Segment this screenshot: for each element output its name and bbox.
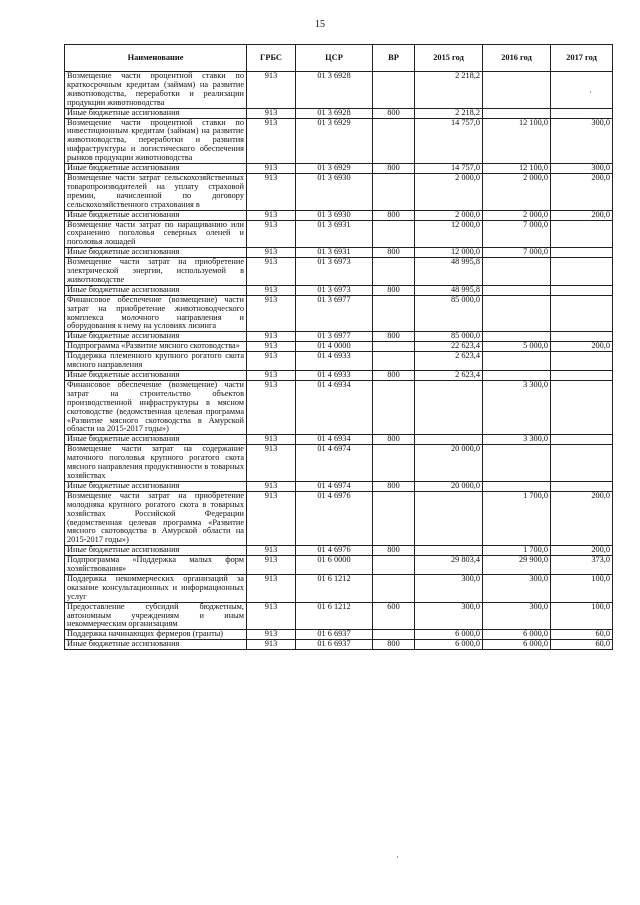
cell-csr: 01 4 6974 bbox=[296, 445, 373, 482]
cell-2017: 300,0 bbox=[551, 118, 613, 164]
table-row bbox=[65, 602, 613, 630]
header-grbs: ГРБС bbox=[247, 45, 296, 72]
cell-grbs: 913 bbox=[247, 295, 296, 332]
cell-2016: 2 000,0 bbox=[483, 210, 551, 220]
header-csr: ЦСР bbox=[296, 45, 373, 72]
table-row bbox=[65, 445, 613, 482]
cell-vr: 800 bbox=[373, 210, 415, 220]
stray-mark: · bbox=[589, 87, 592, 97]
cell-name: Иные бюджетные ассигнования bbox=[65, 371, 247, 381]
cell-csr: 01 3 6977 bbox=[296, 295, 373, 332]
cell-2016 bbox=[483, 445, 551, 482]
cell-csr: 01 3 6928 bbox=[296, 108, 373, 118]
cell-2016: 1 700,0 bbox=[483, 491, 551, 545]
cell-vr bbox=[373, 556, 415, 575]
cell-grbs: 913 bbox=[247, 371, 296, 381]
cell-csr: 01 3 6973 bbox=[296, 258, 373, 286]
cell-csr: 01 3 6929 bbox=[296, 118, 373, 164]
cell-grbs: 913 bbox=[247, 332, 296, 342]
cell-vr: 800 bbox=[373, 481, 415, 491]
cell-vr bbox=[373, 352, 415, 371]
cell-2015: 20 000,0 bbox=[415, 481, 483, 491]
cell-csr: 01 6 6937 bbox=[296, 630, 373, 640]
cell-2015: 14 757,0 bbox=[415, 118, 483, 164]
cell-csr: 01 4 6934 bbox=[296, 380, 373, 434]
cell-vr: 800 bbox=[373, 285, 415, 295]
table-body bbox=[65, 72, 613, 650]
cell-2017 bbox=[551, 371, 613, 381]
cell-2017 bbox=[551, 445, 613, 482]
cell-2016: 6 000,0 bbox=[483, 630, 551, 640]
cell-2017 bbox=[551, 295, 613, 332]
cell-2015: 48 995,8 bbox=[415, 258, 483, 286]
cell-grbs: 913 bbox=[247, 640, 296, 650]
cell-2015: 22 623,4 bbox=[415, 342, 483, 352]
cell-grbs: 913 bbox=[247, 380, 296, 434]
cell-csr: 01 4 6974 bbox=[296, 481, 373, 491]
cell-csr: 01 6 1212 bbox=[296, 574, 373, 602]
cell-2016 bbox=[483, 481, 551, 491]
cell-grbs: 913 bbox=[247, 210, 296, 220]
table-header-row bbox=[65, 45, 613, 72]
cell-2017: 200,0 bbox=[551, 491, 613, 545]
table-row bbox=[65, 371, 613, 381]
cell-2016 bbox=[483, 72, 551, 109]
cell-2015: 2 218,2 bbox=[415, 72, 483, 109]
cell-vr: 800 bbox=[373, 248, 415, 258]
header-2016: 2016 год bbox=[483, 45, 551, 72]
cell-2017 bbox=[551, 108, 613, 118]
cell-grbs: 913 bbox=[247, 481, 296, 491]
cell-grbs: 913 bbox=[247, 258, 296, 286]
cell-2016: 3 300,0 bbox=[483, 435, 551, 445]
table-row bbox=[65, 481, 613, 491]
cell-vr: 800 bbox=[373, 435, 415, 445]
cell-2017 bbox=[551, 352, 613, 371]
cell-2017 bbox=[551, 380, 613, 434]
cell-2017: 100,0 bbox=[551, 574, 613, 602]
cell-2016 bbox=[483, 371, 551, 381]
cell-name: Поддержка начинающих фермеров (гранты) bbox=[65, 630, 247, 640]
cell-grbs: 913 bbox=[247, 556, 296, 575]
cell-2017: 60,0 bbox=[551, 640, 613, 650]
cell-grbs: 913 bbox=[247, 352, 296, 371]
cell-grbs: 913 bbox=[247, 574, 296, 602]
cell-csr: 01 4 0000 bbox=[296, 342, 373, 352]
cell-2017: 60,0 bbox=[551, 630, 613, 640]
cell-vr bbox=[373, 574, 415, 602]
cell-2017 bbox=[551, 258, 613, 286]
cell-2017: 373,0 bbox=[551, 556, 613, 575]
table-row bbox=[65, 164, 613, 174]
cell-2016: 300,0 bbox=[483, 602, 551, 630]
cell-2016 bbox=[483, 352, 551, 371]
cell-vr bbox=[373, 295, 415, 332]
cell-csr: 01 3 6929 bbox=[296, 164, 373, 174]
table-row bbox=[65, 210, 613, 220]
cell-2016 bbox=[483, 285, 551, 295]
cell-2015: 6 000,0 bbox=[415, 640, 483, 650]
cell-name: Возмещение части затрат сельскохозяйственных товаропроизводителей на уплату страховой премии, начисленной по договору сельскохозяйственного страхования в bbox=[65, 173, 247, 210]
cell-2016: 1 700,0 bbox=[483, 546, 551, 556]
cell-2017 bbox=[551, 435, 613, 445]
table-row bbox=[65, 342, 613, 352]
table-row bbox=[65, 248, 613, 258]
cell-2016: 3 300,0 bbox=[483, 380, 551, 434]
cell-name: Возмещение части затрат на приобретение электрической энергии, используемой в животноводстве bbox=[65, 258, 247, 286]
cell-2015: 14 757,0 bbox=[415, 164, 483, 174]
cell-2015: 2 623,4 bbox=[415, 352, 483, 371]
cell-grbs: 913 bbox=[247, 72, 296, 109]
cell-2016 bbox=[483, 258, 551, 286]
cell-name: Подпрограмма «Поддержка малых форм хозяйствования» bbox=[65, 556, 247, 575]
cell-csr: 01 6 6937 bbox=[296, 640, 373, 650]
table-row bbox=[65, 491, 613, 545]
cell-name: Иные бюджетные ассигнования bbox=[65, 640, 247, 650]
cell-grbs: 913 bbox=[247, 546, 296, 556]
cell-grbs: 913 bbox=[247, 602, 296, 630]
cell-name: Поддержка некоммерческих организаций за оказание консультационных и информационных услуг bbox=[65, 574, 247, 602]
cell-grbs: 913 bbox=[247, 630, 296, 640]
table-row bbox=[65, 332, 613, 342]
cell-2015: 2 000,0 bbox=[415, 210, 483, 220]
cell-csr: 01 4 6933 bbox=[296, 352, 373, 371]
cell-2015 bbox=[415, 546, 483, 556]
cell-name: Финансовое обеспечение (возмещение) части затрат на приобретение животноводческого комплекса молочного направления и оборудования к нему на условиях лизинга bbox=[65, 295, 247, 332]
budget-table bbox=[64, 44, 613, 650]
cell-2016: 29 900,0 bbox=[483, 556, 551, 575]
cell-csr: 01 3 6931 bbox=[296, 220, 373, 248]
cell-2017 bbox=[551, 285, 613, 295]
header-vr: ВР bbox=[373, 45, 415, 72]
cell-2015 bbox=[415, 491, 483, 545]
cell-vr bbox=[373, 380, 415, 434]
table-row bbox=[65, 220, 613, 248]
cell-csr: 01 3 6973 bbox=[296, 285, 373, 295]
cell-csr: 01 4 6933 bbox=[296, 371, 373, 381]
cell-2015: 20 000,0 bbox=[415, 445, 483, 482]
table-row bbox=[65, 630, 613, 640]
page-number: 15 bbox=[315, 19, 325, 30]
cell-name: Возмещение части затрат по наращиванию или сохранению поголовья северных оленей и поголовья лошадей bbox=[65, 220, 247, 248]
cell-name: Финансовое обеспечение (возмещение) части затрат на строительство объектов производственной инфраструктуры в мясном скотоводстве (ведомственная целевая программа «Развитие мясного скотоводства в Амурской области на 2015-2017 годы») bbox=[65, 380, 247, 434]
cell-2016: 300,0 bbox=[483, 574, 551, 602]
cell-name: Иные бюджетные ассигнования bbox=[65, 210, 247, 220]
table-row bbox=[65, 173, 613, 210]
cell-csr: 01 4 6976 bbox=[296, 546, 373, 556]
cell-grbs: 913 bbox=[247, 445, 296, 482]
cell-csr: 01 3 6928 bbox=[296, 72, 373, 109]
cell-name: Возмещение части затрат на приобретение молодняка крупного рогатого скота в товарных хозяйствах Российской Федерации (ведомственная целевая программа «Развитие мясного скотоводства в Амурской области на 2015-2017 годы») bbox=[65, 491, 247, 545]
cell-2017 bbox=[551, 220, 613, 248]
cell-2016: 2 000,0 bbox=[483, 173, 551, 210]
cell-2015: 300,0 bbox=[415, 602, 483, 630]
cell-csr: 01 3 6977 bbox=[296, 332, 373, 342]
cell-vr bbox=[373, 491, 415, 545]
cell-2015: 6 000,0 bbox=[415, 630, 483, 640]
cell-grbs: 913 bbox=[247, 108, 296, 118]
cell-name: Иные бюджетные ассигнования bbox=[65, 164, 247, 174]
table-row bbox=[65, 352, 613, 371]
stray-mark: · bbox=[396, 852, 399, 862]
cell-2017 bbox=[551, 332, 613, 342]
cell-name: Иные бюджетные ассигнования bbox=[65, 332, 247, 342]
cell-vr bbox=[373, 445, 415, 482]
table-row bbox=[65, 258, 613, 286]
cell-2017 bbox=[551, 72, 613, 109]
table-row bbox=[65, 435, 613, 445]
cell-name: Возмещение части процентной ставки по краткосрочным кредитам (займам) на развитие животноводства, переработки и реализации продукции животноводства bbox=[65, 72, 247, 109]
header-name: Наименование bbox=[65, 45, 247, 72]
table-row bbox=[65, 118, 613, 164]
cell-grbs: 913 bbox=[247, 220, 296, 248]
cell-2017: 300,0 bbox=[551, 164, 613, 174]
cell-name: Иные бюджетные ассигнования bbox=[65, 248, 247, 258]
cell-grbs: 913 bbox=[247, 118, 296, 164]
cell-2017 bbox=[551, 248, 613, 258]
cell-2017: 200,0 bbox=[551, 546, 613, 556]
cell-name: Поддержка племенного крупного рогатого скота мясного направления bbox=[65, 352, 247, 371]
cell-2017: 200,0 bbox=[551, 342, 613, 352]
table-row bbox=[65, 640, 613, 650]
cell-name: Иные бюджетные ассигнования bbox=[65, 108, 247, 118]
cell-name: Предоставление субсидий бюджетным, автономным учреждениям и иным некоммерческим организациям bbox=[65, 602, 247, 630]
table-row bbox=[65, 556, 613, 575]
cell-name: Иные бюджетные ассигнования bbox=[65, 435, 247, 445]
cell-2016 bbox=[483, 332, 551, 342]
cell-csr: 01 3 6930 bbox=[296, 173, 373, 210]
table-row bbox=[65, 295, 613, 332]
cell-vr: 800 bbox=[373, 108, 415, 118]
cell-2015: 2 218,2 bbox=[415, 108, 483, 118]
cell-name: Иные бюджетные ассигнования bbox=[65, 481, 247, 491]
table-row bbox=[65, 380, 613, 434]
cell-grbs: 913 bbox=[247, 164, 296, 174]
cell-vr: 800 bbox=[373, 164, 415, 174]
cell-csr: 01 4 6934 bbox=[296, 435, 373, 445]
cell-vr bbox=[373, 173, 415, 210]
cell-vr bbox=[373, 258, 415, 286]
cell-name: Иные бюджетные ассигнования bbox=[65, 546, 247, 556]
cell-grbs: 913 bbox=[247, 342, 296, 352]
cell-2017: 100,0 bbox=[551, 602, 613, 630]
cell-vr: 800 bbox=[373, 371, 415, 381]
cell-2015: 85 000,0 bbox=[415, 295, 483, 332]
cell-vr bbox=[373, 220, 415, 248]
cell-2015: 2 623,4 bbox=[415, 371, 483, 381]
cell-grbs: 913 bbox=[247, 285, 296, 295]
cell-vr: 800 bbox=[373, 640, 415, 650]
cell-2015: 12 000,0 bbox=[415, 248, 483, 258]
cell-2017: 200,0 bbox=[551, 173, 613, 210]
cell-2015 bbox=[415, 380, 483, 434]
cell-2017: 200,0 bbox=[551, 210, 613, 220]
cell-csr: 01 3 6931 bbox=[296, 248, 373, 258]
cell-2015: 29 803,4 bbox=[415, 556, 483, 575]
cell-2016: 7 000,0 bbox=[483, 248, 551, 258]
cell-grbs: 913 bbox=[247, 173, 296, 210]
cell-2016: 6 000,0 bbox=[483, 640, 551, 650]
cell-2016: 12 100,0 bbox=[483, 164, 551, 174]
cell-2016: 7 000,0 bbox=[483, 220, 551, 248]
cell-vr bbox=[373, 630, 415, 640]
cell-name: Иные бюджетные ассигнования bbox=[65, 285, 247, 295]
cell-csr: 01 6 1212 bbox=[296, 602, 373, 630]
cell-2017 bbox=[551, 481, 613, 491]
cell-name: Возмещение части затрат на содержание маточного поголовья крупного рогатого скота мясного направления продуктивности в товарных хозяйствах bbox=[65, 445, 247, 482]
cell-2016: 5 000,0 bbox=[483, 342, 551, 352]
table-row bbox=[65, 546, 613, 556]
cell-2015: 48 995,8 bbox=[415, 285, 483, 295]
cell-grbs: 913 bbox=[247, 248, 296, 258]
table-row bbox=[65, 72, 613, 109]
cell-2015: 2 000,0 bbox=[415, 173, 483, 210]
cell-csr: 01 4 6976 bbox=[296, 491, 373, 545]
header-2017: 2017 год bbox=[551, 45, 613, 72]
cell-vr bbox=[373, 342, 415, 352]
cell-2015: 85 000,0 bbox=[415, 332, 483, 342]
cell-name: Возмещение части процентной ставки по инвестиционным кредитам (займам) на развитие животноводства, переработки и развития инфраструктуры и логистического обеспечения рынков продукции животноводства bbox=[65, 118, 247, 164]
cell-2015 bbox=[415, 435, 483, 445]
cell-grbs: 913 bbox=[247, 435, 296, 445]
cell-vr: 800 bbox=[373, 546, 415, 556]
table-row bbox=[65, 574, 613, 602]
cell-2015: 300,0 bbox=[415, 574, 483, 602]
cell-csr: 01 6 0000 bbox=[296, 556, 373, 575]
cell-2015: 12 000,0 bbox=[415, 220, 483, 248]
header-2015: 2015 год bbox=[415, 45, 483, 72]
cell-vr: 800 bbox=[373, 332, 415, 342]
table-row bbox=[65, 285, 613, 295]
cell-name: Подпрограмма «Развитие мясного скотоводства» bbox=[65, 342, 247, 352]
cell-2016 bbox=[483, 295, 551, 332]
cell-vr bbox=[373, 118, 415, 164]
cell-2016 bbox=[483, 108, 551, 118]
cell-vr: 600 bbox=[373, 602, 415, 630]
table-row bbox=[65, 108, 613, 118]
cell-grbs: 913 bbox=[247, 491, 296, 545]
cell-csr: 01 3 6930 bbox=[296, 210, 373, 220]
cell-2016: 12 100,0 bbox=[483, 118, 551, 164]
cell-vr bbox=[373, 72, 415, 109]
